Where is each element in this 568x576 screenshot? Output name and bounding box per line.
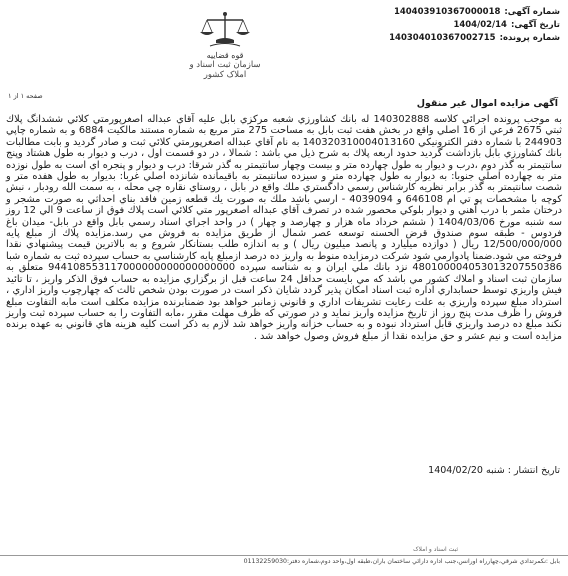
office-address-footer: بابل :نكمرتدادي شرقي،چهارراه اورانس،جنب اداره دارائي ساختمان باران،طبقه اول،واحد دوم،شماره دفتر:01132259030 [243, 558, 560, 565]
notice-date: 1404/02/14 [453, 20, 507, 30]
footer-divider [0, 555, 568, 556]
org-name: قوه قضاییه [206, 51, 244, 60]
signature: ثبت اسناد و املاک [413, 546, 458, 553]
notice-number-row [389, 6, 560, 19]
file-number: 140304010367002715 [389, 33, 496, 43]
file-number-row [389, 32, 560, 45]
notice-number-label: شماره آگهی: [504, 7, 560, 17]
page-indicator: صفحه ۱ از ۱ [8, 92, 43, 100]
org-subtitle: سازمان ثبت اسناد و املاک کشور [189, 60, 261, 80]
notice-title: آگهی مزایده اموال غیر منقول [416, 98, 558, 109]
file-number-label: شماره پرونده: [499, 33, 560, 43]
judiciary-emblem [180, 10, 270, 80]
publication-date: تاريخ انتشار : شنبه 1404/02/20 [428, 465, 560, 476]
notice-number: 140403910367000018 [393, 7, 501, 17]
notice-body: به موجب پرونده اجرائي كلاسه 140302888 له بانك كشاورزي شعبه مركزي بابل عليه آقاي عبداله اصغرپورمتي كلائي ششدانگ پلاك ثبتي 2675 فرعي از 16 اصلي واقع در بخش هفت ثبت بابل به مساحت 275 متر مربع به شماره مستند مالكيت 6884 و به شماره چاپي 244903 با شماره دفتر الكترونيكي 140320310004013160 به نام آقاي عبداله اصغرپورمتي كلائي ثبت و صادر گرديد و بابت مطالبات بانك كشاورزي بابل بازداشت گرديد حدود اربعه پلاك به شرح ذيل مي باشد : شمالا ، در دو قسمت اول ، درب و ديوار به طول هشتاد وپنج سانتيمتر به گذر دوم ،درب و ديوار به طول چهارده متر و بيست وچهار سانتيمتر به گذر شرقا: درب و ديوار و پنجره اي است به طول نوزده متر به چهارده اصلي جنوبا: به ديوار به طول چهارده متر و سيزده سانتيمتر به باقيمانده شانزده اصلي غربا: بديوار به طول هفده متر و شصت سانتيمتر به گذر برابر نظريه كارشناس رسمي دادگستري ملك واقع در بابل ، روستاي نقاره چي محله ، به سمت الله رودبار ، نبش كوچه با مشخصات پو تي ام 646108 و 4039094 - ارسي باشد ملك به صورت يك قطعه زمين فاقد بناي احداثي به صورت مشجر و درختان مثمر با درب آهني و ديوار بلوكي محصور شده در تصرف آقاي عبداله اصغرپور متي كلائي است پلاك فوق از ساعت 9 الي 12 روز سه شنبه مورخ 1404/03/06 ( ششم خرداد ماه هزار و چهارصد و چهار ) در واحد اجراي اسناد رسمي بابل واقع در بابل- ميدان باغ فردوس - طبقه سوم صندوق قرض الحسنه توسعه عصر شمال از طريق مزايده به فروش مي رسد.مزايده پلاك از مبلغ پايه 12/500/000/000 ريال ( دوازده ميليارد و پانصد ميليون ريال ) و به اندازه طلب بستانكار شروع و به بالاترين قيمت پيشنهادي نقدا فروخته مي شود.ضمنا پادوارمي شود شركت درمزايده منوط به واريز ده درصد ازمبلغ پايه كارشناسي به حساب سپرده ثبت به شماره شبا 480100004053013207550386 نزد بانك ملي ايران و به شناسه سپرده 944108553117000000000000000000 متعلق به سازمان ثبت اسناد و املاك كشور مي باشد كه مي بايست حداقل 24 ساعت قبل از برگزاري مزايده به حساب فوق الذكر واريز ، تا تائيد فيش واريزي توسط حسابداري اداره ثبت اسناد امكان پذير گردد شايان ذكر است در صورت بودن شخص ثالث كه چهارچوب واريز اداري ، استرداد مبلغ سپرده واريزي به علت رعايت تشريفات اداري و قانوني زمانبر خواهد بود ضمنابرنده مزايده مكلف است مابه التفاوت مبلغ فروش را ظرف مدت پنج روز از تاريخ مزايده واريز نمايد و در صورتي كه ظرف مهلت مقرر ،مابه التفاوت را به حساب سپرده ثبت واريز نكند مبلغ ده درصد واريزي قابل استرداد نبوده و به حساب خزانه واريز خواهد شد لازم به ذكر است كليه هزينه هاي قانوني به عهده برنده مزايده است و نيم عشر و حق مزايده نقدا از مبلغ فروش وصول خواهد شد . [6, 114, 563, 342]
notice-meta [389, 6, 560, 45]
notice-date-label: تاریخ آگهی: [510, 20, 560, 30]
notice-date-row [389, 19, 560, 32]
scales-of-justice-icon [198, 10, 252, 50]
